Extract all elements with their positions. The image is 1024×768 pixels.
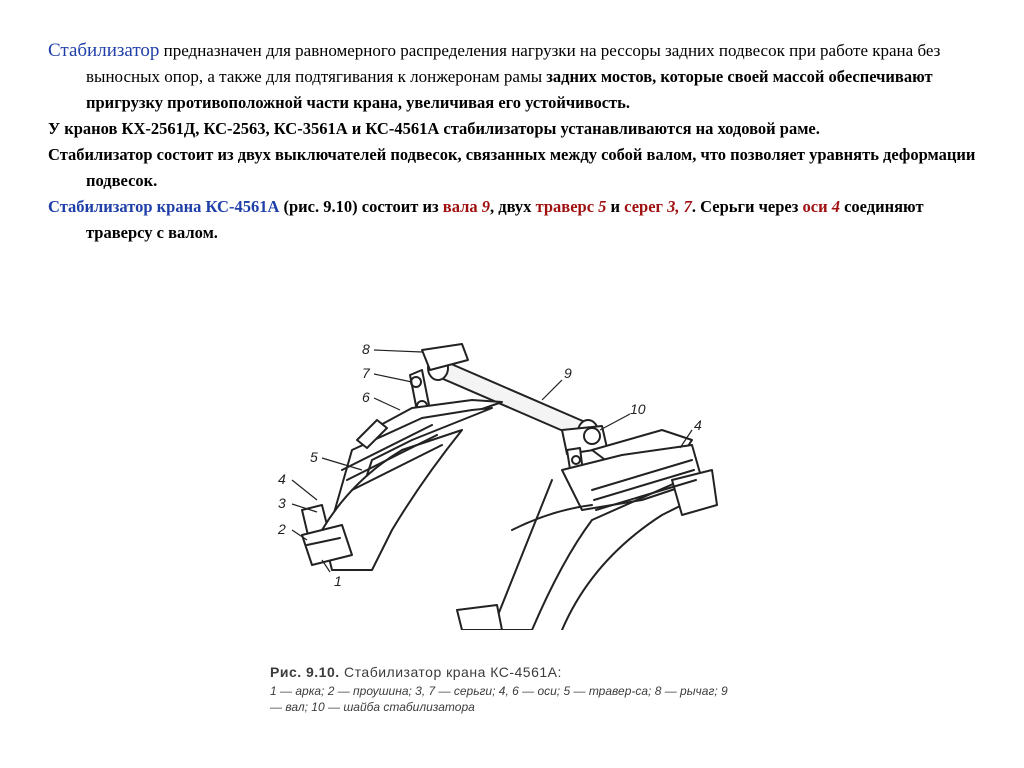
- term-shaft-num: 9: [477, 197, 490, 216]
- fig-label-5: 5: [310, 449, 318, 465]
- caption-legend: 1 — арка; 2 — проушина; 3, 7 — серьги; 4, 6 — оси; 5 — травер-са; 8 — рычаг; 9 — вал; 10 — шайба стабилизатора: [270, 684, 728, 714]
- stabilizer-drawing: [262, 330, 732, 630]
- figure-caption: [270, 664, 740, 715]
- paragraph-2: У кранов КХ-2561Д, КС-2563, КС-3561А и КС-4561А стабилизаторы устанавливаются на ходовой раме.: [48, 119, 820, 138]
- fig-label-4-left: 4: [278, 471, 286, 487]
- term-earrings-num: 3, 7: [663, 197, 692, 216]
- fig-label-7: 7: [362, 365, 370, 381]
- term-axes: оси: [802, 197, 828, 216]
- p4-text-2: , двух: [489, 197, 536, 216]
- paragraph-1-text-b: задних мостов, которые своей массой обеспечивают пригрузку противоположной части крана, увеличивая его устойчивость.: [86, 67, 933, 112]
- paragraph-3: Стабилизатор состоит из двух выключателей подвесок, связанных между собой валом, что позволяет уравнять деформации подвесок.: [48, 145, 976, 190]
- term-shaft: вала: [442, 197, 478, 216]
- fig-label-8: 8: [362, 341, 370, 357]
- p4-text-5: соединяют траверсу с валом.: [86, 197, 924, 242]
- caption-prefix: Рис. 9.10.: [270, 664, 340, 680]
- paragraph-4: [48, 194, 978, 246]
- term-traverse-num: 5: [594, 197, 607, 216]
- paragraph-1-text-a: предназначен для равномерного распределения нагрузки на рессоры задних подвесок при работе крана без выносных опор, а также для подтягивания к лонжеронам рамы: [86, 41, 941, 86]
- fig-label-4-right: 4: [694, 417, 702, 433]
- fig-label-10: 10: [630, 401, 646, 417]
- fig-label-1: 1: [334, 573, 342, 589]
- fig-label-6: 6: [362, 389, 370, 405]
- fig-label-9: 9: [564, 365, 572, 381]
- p4-text-1: (рис. 9.10) состоит из: [279, 197, 443, 216]
- stabilizer-figure: [262, 330, 732, 630]
- term-traverse: траверс: [535, 197, 595, 216]
- text-block: [48, 38, 978, 246]
- p4-text-3: и: [606, 197, 625, 216]
- fig-label-2: 2: [278, 521, 286, 537]
- term-stabilizer: Стабилизатор: [48, 40, 160, 61]
- caption-title-text: Стабилизатор крана КС-4561А:: [339, 664, 562, 680]
- paragraph-1: [48, 38, 978, 116]
- caption-title: [270, 664, 740, 680]
- term-earrings: серег: [624, 197, 664, 216]
- term-axes-num: 4: [827, 197, 840, 216]
- p4-text-4: . Серьги через: [691, 197, 803, 216]
- term-stabilizer-crane: Стабилизатор крана КС-4561А: [48, 197, 280, 216]
- fig-label-3: 3: [278, 495, 286, 511]
